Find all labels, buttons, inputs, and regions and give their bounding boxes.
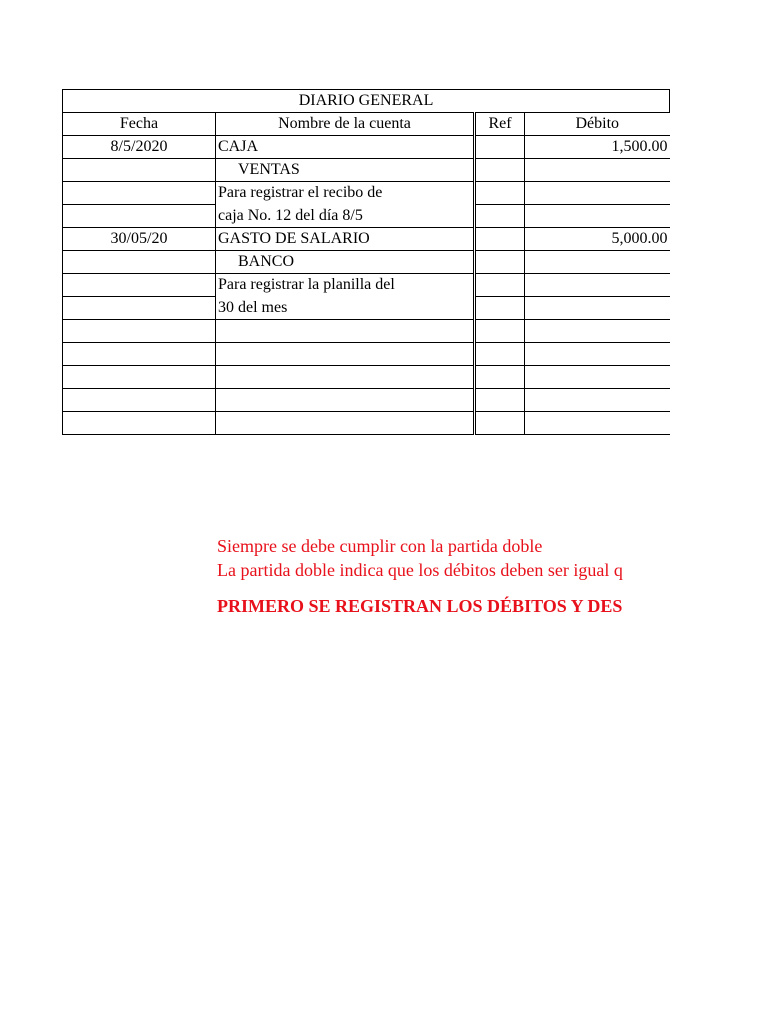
debito-cell	[525, 343, 670, 366]
cuenta-cell: Para registrar la planilla del	[216, 274, 475, 297]
table-row	[63, 159, 670, 182]
table-row	[63, 182, 670, 205]
diario-general-table	[62, 89, 670, 435]
fecha-cell	[63, 366, 216, 389]
debito-cell	[525, 297, 670, 320]
journal-title: DIARIO GENERAL	[63, 90, 670, 113]
journal-sheet	[62, 89, 669, 435]
cuenta-cell	[216, 320, 475, 343]
fecha-cell	[63, 297, 216, 320]
ref-cell	[475, 228, 525, 251]
table-row	[63, 274, 670, 297]
cuenta-cell: CAJA	[216, 136, 475, 159]
debito-cell	[525, 205, 670, 228]
cuenta-cell	[216, 366, 475, 389]
fecha-cell: 8/5/2020	[63, 136, 216, 159]
cuenta-cell	[216, 412, 475, 435]
debito-cell	[525, 274, 670, 297]
table-row	[63, 297, 670, 320]
debito-cell	[525, 366, 670, 389]
fecha-cell	[63, 182, 216, 205]
fecha-cell	[63, 412, 216, 435]
empty-row	[63, 320, 670, 343]
header-fecha: Fecha	[63, 113, 216, 136]
empty-row	[63, 389, 670, 412]
ref-cell	[475, 320, 525, 343]
empty-row	[63, 343, 670, 366]
debito-cell	[525, 320, 670, 343]
debito-cell: 1,500.00	[525, 136, 670, 159]
fecha-cell	[63, 251, 216, 274]
ref-cell	[475, 297, 525, 320]
debito-cell: 5,000.00	[525, 228, 670, 251]
cuenta-cell: Para registrar el recibo de	[216, 182, 475, 205]
debito-cell	[525, 182, 670, 205]
header-row	[63, 113, 670, 136]
header-ref: Ref	[475, 113, 525, 136]
cuenta-cell: GASTO DE SALARIO	[216, 228, 475, 251]
table-row	[63, 205, 670, 228]
notes-block	[217, 534, 669, 618]
cuenta-cell: BANCO	[216, 251, 475, 274]
header-debito: Débito	[525, 113, 670, 136]
ref-cell	[475, 389, 525, 412]
table-row	[63, 136, 670, 159]
fecha-cell	[63, 159, 216, 182]
cuenta-cell: 30 del mes	[216, 297, 475, 320]
fecha-cell	[63, 205, 216, 228]
ref-cell	[475, 159, 525, 182]
note-line-3: PRIMERO SE REGISTRAN LOS DÉBITOS Y DES	[217, 596, 623, 616]
cuenta-cell	[216, 343, 475, 366]
ref-cell	[475, 251, 525, 274]
note-line-1: Siempre se debe cumplir con la partida doble	[217, 536, 543, 556]
fecha-cell	[63, 320, 216, 343]
debito-cell	[525, 251, 670, 274]
fecha-cell	[63, 343, 216, 366]
ref-cell	[475, 366, 525, 389]
debito-cell	[525, 412, 670, 435]
ref-cell	[475, 412, 525, 435]
ref-cell	[475, 205, 525, 228]
debito-cell	[525, 159, 670, 182]
ref-cell	[475, 182, 525, 205]
table-row	[63, 251, 670, 274]
ref-cell	[475, 343, 525, 366]
fecha-cell: 30/05/20	[63, 228, 216, 251]
ref-cell	[475, 274, 525, 297]
debito-cell	[525, 389, 670, 412]
cuenta-cell	[216, 389, 475, 412]
header-cuenta: Nombre de la cuenta	[216, 113, 475, 136]
fecha-cell	[63, 274, 216, 297]
ref-cell	[475, 136, 525, 159]
empty-row	[63, 412, 670, 435]
fecha-cell	[63, 389, 216, 412]
table-row	[63, 228, 670, 251]
cuenta-cell: caja No. 12 del día 8/5	[216, 205, 475, 228]
title-row	[63, 90, 670, 113]
empty-row	[63, 366, 670, 389]
note-line-2: La partida doble indica que los débitos deben ser igual q	[217, 560, 623, 580]
cuenta-cell: VENTAS	[216, 159, 475, 182]
